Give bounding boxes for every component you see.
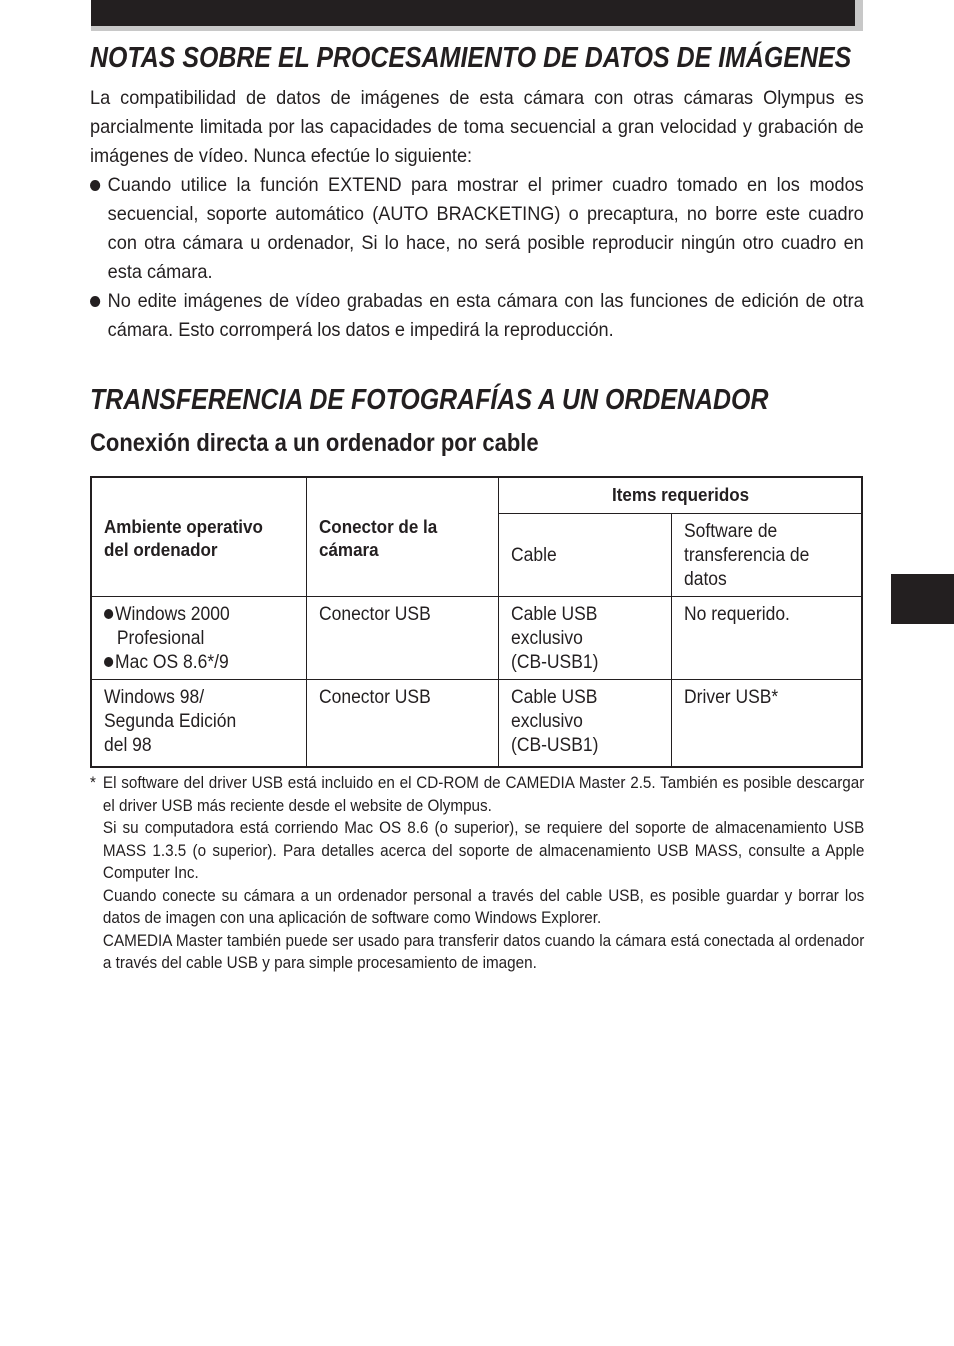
section-image-data-notes xyxy=(90,40,864,345)
footnote-paragraph: El software del driver USB está incluido en el CD-ROM de CAMEDIA Master 2.5. También es posible descargar el driver USB más reciente desde el website de Olympus. xyxy=(102,774,865,815)
section1-title: NOTAS SOBRE EL PROCESAMIENTO DE DATOS DE IMÁGENES xyxy=(90,42,852,74)
bullet-icon xyxy=(90,296,100,307)
section2-subtitle: Conexión directa a un ordenador por cable xyxy=(90,429,539,457)
list-item xyxy=(90,171,864,287)
header-os: Ambiente operativo del ordenador xyxy=(91,477,307,596)
cell-cable: Cable USB exclusivo (CB-USB1) xyxy=(499,679,672,767)
cell-connector: Conector USB xyxy=(307,679,499,767)
footnote-paragraph: Cuando conecte su cámara a un ordenador personal a través del cable USB, es posible guardar y borrar los datos de imagen con una aplicación de software como Windows Explorer. xyxy=(102,886,865,927)
footnote xyxy=(90,772,864,975)
bullet-text: Cuando utilice la función EXTEND para mostrar el primer cuadro tomado en los modos secuencial, soporte automático (AUTO BRACKETING) o precaptura, no borre este cuadro con otra cámara u ordenador, Si lo hace, no será posible reproducir ningún otro cuadro en esta cámara. xyxy=(107,174,864,283)
header-bar-shadow-right xyxy=(855,0,863,31)
cell-cable: Cable USB exclusivo (CB-USB1) xyxy=(499,596,672,679)
header-connector: Conector de la cámara xyxy=(307,477,499,596)
header-required-items: Items requeridos xyxy=(499,477,862,513)
chapter-tab xyxy=(891,574,954,624)
cell-os: Windows 2000 Profesional Mac OS 8.6*/9 xyxy=(91,596,307,679)
section2-title: TRANSFERENCIA DE FOTOGRAFÍAS A UN ORDENADOR xyxy=(90,384,769,416)
section1-bullet-list xyxy=(90,171,864,345)
cell-software: Driver USB* xyxy=(671,679,862,767)
header-cable: Cable xyxy=(499,513,672,596)
bullet-text: No edite imágenes de vídeo grabadas en esta cámara con las funciones de edición de otra cámara. Esto corromperá los datos e impedirá la reproducción. xyxy=(107,290,864,341)
table-row xyxy=(91,596,862,679)
bullet-icon xyxy=(104,657,113,667)
section-transfer xyxy=(90,382,879,458)
requirements-table xyxy=(90,476,863,768)
table-row xyxy=(91,679,862,767)
section1-intro: La compatibilidad de datos de imágenes de esta cámara con otras cámaras Olympus es parcialmente limitada por las capacidades de toma secuencial a gran velocidad y grabación de imágenes de vídeo. Nunca efectúe lo siguiente: xyxy=(90,87,864,167)
cell-connector: Conector USB xyxy=(307,596,499,679)
section1-body xyxy=(90,84,864,345)
footnote-marker: * xyxy=(90,774,96,792)
bullet-icon xyxy=(90,180,100,191)
list-item xyxy=(90,287,864,345)
footnote-paragraph: CAMEDIA Master también puede ser usado para transferir datos cuando la cámara está conectada al ordenador a través del cable USB y para simple procesamiento de imagen. xyxy=(102,931,865,972)
header-bar xyxy=(91,0,855,26)
cell-os: Windows 98/ Segunda Edición del 98 xyxy=(91,679,307,767)
bullet-icon xyxy=(104,609,113,619)
cell-software: No requerido. xyxy=(671,596,862,679)
footnote-paragraph: Si su computadora está corriendo Mac OS 8.6 (o superior), se requiere del soporte de almacenamiento USB MASS 1.3.5 (o superior). Para detalles acerca del soporte de almacenamiento USB MASS, consulte a Apple Computer Inc. xyxy=(102,819,865,882)
header-bar-shadow xyxy=(91,26,863,31)
header-software: Software de transferencia de datos xyxy=(671,513,862,596)
